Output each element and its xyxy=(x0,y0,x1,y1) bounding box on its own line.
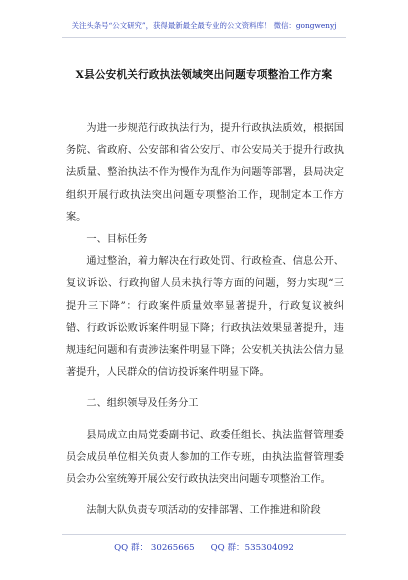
organization-paragraph: 县局成立由局党委副书记、政委任组长、执法监督管理委员会成员单位相关负责人参加的工作专班，由执法监督管理委员会办公室统筹开展公安行政执法突出问题专项整治工作。 xyxy=(66,429,344,486)
division-paragraph: 法制大队负责专项活动的安排部署、工作推进和阶段 xyxy=(86,505,321,517)
footer-qq-group-2: QQ 群：535304092 xyxy=(210,543,294,553)
footer-contact xyxy=(0,541,408,553)
document-body xyxy=(66,118,344,522)
intro-paragraph: 为进一步规范行政执法行为，提升行政执法质效，根据国务院、省政府、公安部和省公安厅、市公安局关于提升行政执法质量、整治执法不作为慢作为乱作为问题等部署，县局决定组织开展行政执法突出问题专项整治工作，现制定本工作方案。 xyxy=(66,123,344,223)
section-heading-organization: 二、组织领导及任务分工 xyxy=(86,398,199,410)
document-title: X县公安机关行政执法领域突出问题专项整治工作方案 xyxy=(75,69,333,81)
header-note: 关注头条号“公文研究”，获得最新最全最专业的公文资料库！ 微信：gongwenyj xyxy=(71,21,337,30)
section-heading-goals: 一、目标任务 xyxy=(86,234,148,246)
header-divider xyxy=(62,37,346,38)
footer-divider xyxy=(62,534,346,535)
goals-paragraph: 通过整治，着力解决在行政处罚、行政检查、信息公开、复议诉讼、行政拘留人员未执行等方面的问题，努力实现“三提升三下降”：行政案件质量效率显著提升，行政复议被纠错、行政诉讼败诉案件明显下降；行政执法效果显著提升，违规违纪问题和有责涉法案件明显下降；公安机关执法公信力显著提升，人民群众的信访投诉案件明显下降。 xyxy=(66,256,344,379)
footer-qq-group-1: QQ 群： 30265665 xyxy=(114,543,195,553)
